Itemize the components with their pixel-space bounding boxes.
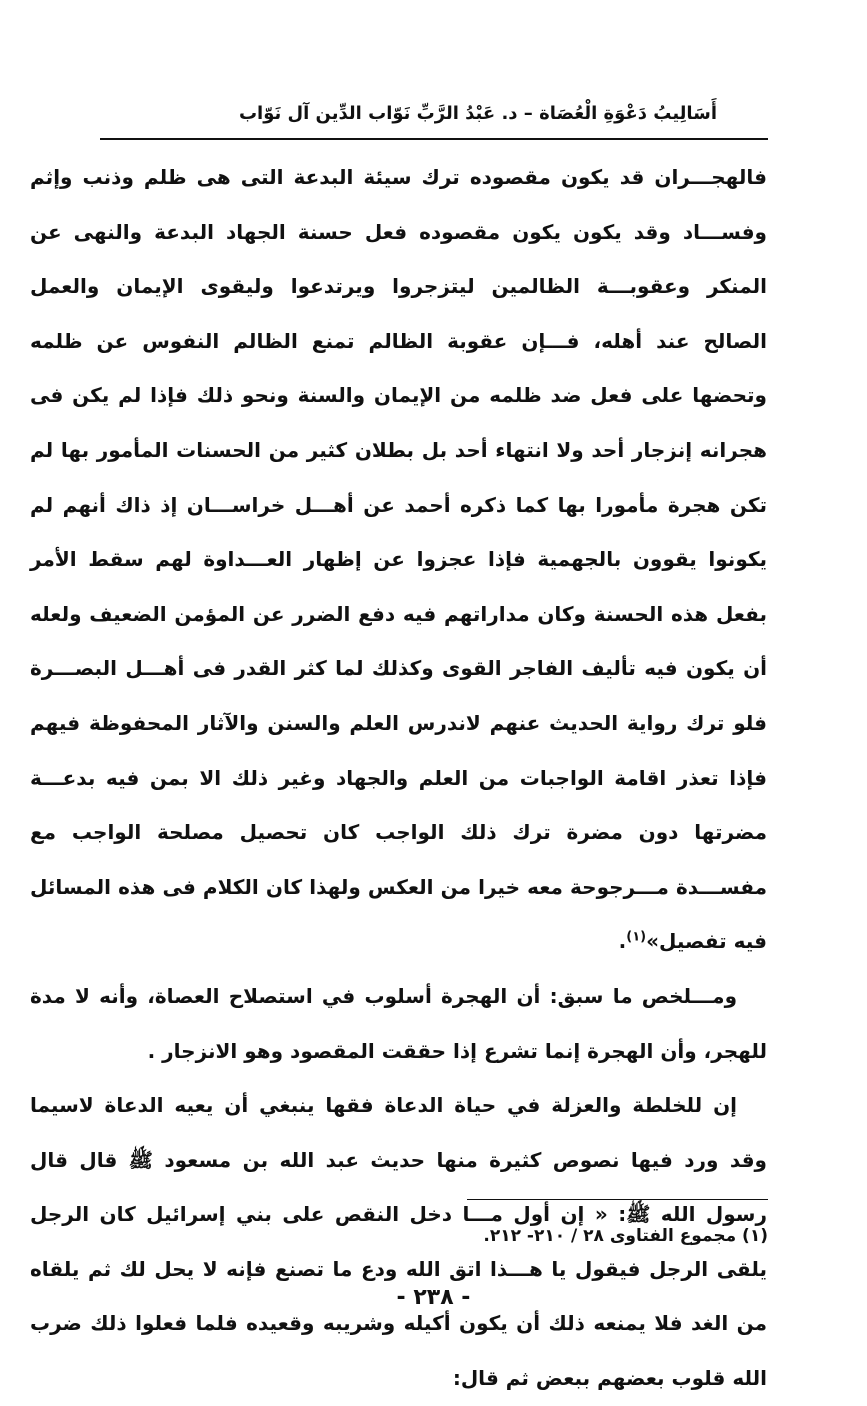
quote-end-mark: . (618, 929, 627, 954)
main-text (30, 150, 767, 1406)
running-header: أَسَالِيبُ دَعْوَةِ الْعُصَاة – د. عَبْدُ الرَّبِّ نَوّاب الدِّين آل نَوّاب (238, 103, 718, 124)
quote-text: فالهجـــران قد يكون مقصوده ترك سيئة البدعة التى هى ظلم وذنب وإثم وفســـاد وقد يكون يكون مقصوده فعل حسنة الجهاد البدعة والنهى عن المنكر وعقوبـــة الظالمين ليتزجروا ويرتدعوا وليقوى الإيمان والعمل الصالح عند أهله، فـــإن عقوبة الظالم تمنع الظالم النفوس عن ظلمه وتحضها على فعل ضد ظلمه من الإيمان والسنة ونحو ذلك فإذا لم يكن فى هجرانه إنزجار أحد ولا انتهاء أحد بل بطلان كثير من الحسنات المأمور بها لم تكن هجرة مأمورا بها كما ذكره أحمد عن أهـــل خراســـان إذ ذاك أنهم لم يكونوا يقوون بالجهمية فإذا عجزوا عن إظهار العـــداوة لهم سقط الأمر بفعل هذه الحسنة وكان مداراتهم فيه دفع الضرر عن المؤمن الضعيف ولعله أن يكون فيه تأليف الفاجر القوى وكذلك لما كثر القدر فى أهـــل البصـــرة فلو ترك رواية الحديث عنهم لاندرس العلم والسنن والآثار المحفوظة فيهم فإذا تعذر اقامة الواجبات من العلم والجهاد وغير ذلك الا بمن فيه بدعـــة مضرتها دون مضرة ترك ذلك الواجب كان تحصيل مصلحة الواجب مع مفســـدة مـــرجوحة معه خيرا من العكس ولهذا كان الكلام فى هذه المسائل فيه تفصيل» (30, 165, 767, 954)
footnote-reference: (١) (626, 929, 647, 945)
quote-paragraph (30, 150, 767, 969)
page-number: - ٢٣٨ - (396, 1285, 471, 1310)
header-divider (100, 138, 768, 140)
hadith-paragraph: إن للخلطة والعزلة في حياة الدعاة فقها ينبغي أن يعيه الدعاة لاسيما وقد ورد فيها نصوص كثيرة منها حديث عبد الله بن مسعود ﷺ قال قال رسول الله ﷺ: « إن أول مـــا دخل النقص على بني إسرائيل كان الرجل يلقى الرجل فيقول يا هـــذا اتق الله ودع ما تصنع فإنه لا يحل لك ثم يلقاه من الغد فلا يمنعه ذلك أن يكون أكيله وشريبه وقعيده فلما فعلوا ذلك ضرب الله قلوب بعضهم ببعض ثم قال: (30, 1093, 767, 1391)
summary-paragraph: ومـــلخص ما سبق: أن الهجرة أسلوب في استصلاح العصاة، وأنه لا مدة للهجر، وأن الهجرة إنما تشرع إذا حققت المقصود وهو الانزجار . (30, 983, 767, 1063)
footnote: (١) مجموع الفتاوى ٢٨ / ٢١٠- ٢١٢. (483, 1226, 768, 1246)
footnote-divider (467, 1199, 768, 1200)
